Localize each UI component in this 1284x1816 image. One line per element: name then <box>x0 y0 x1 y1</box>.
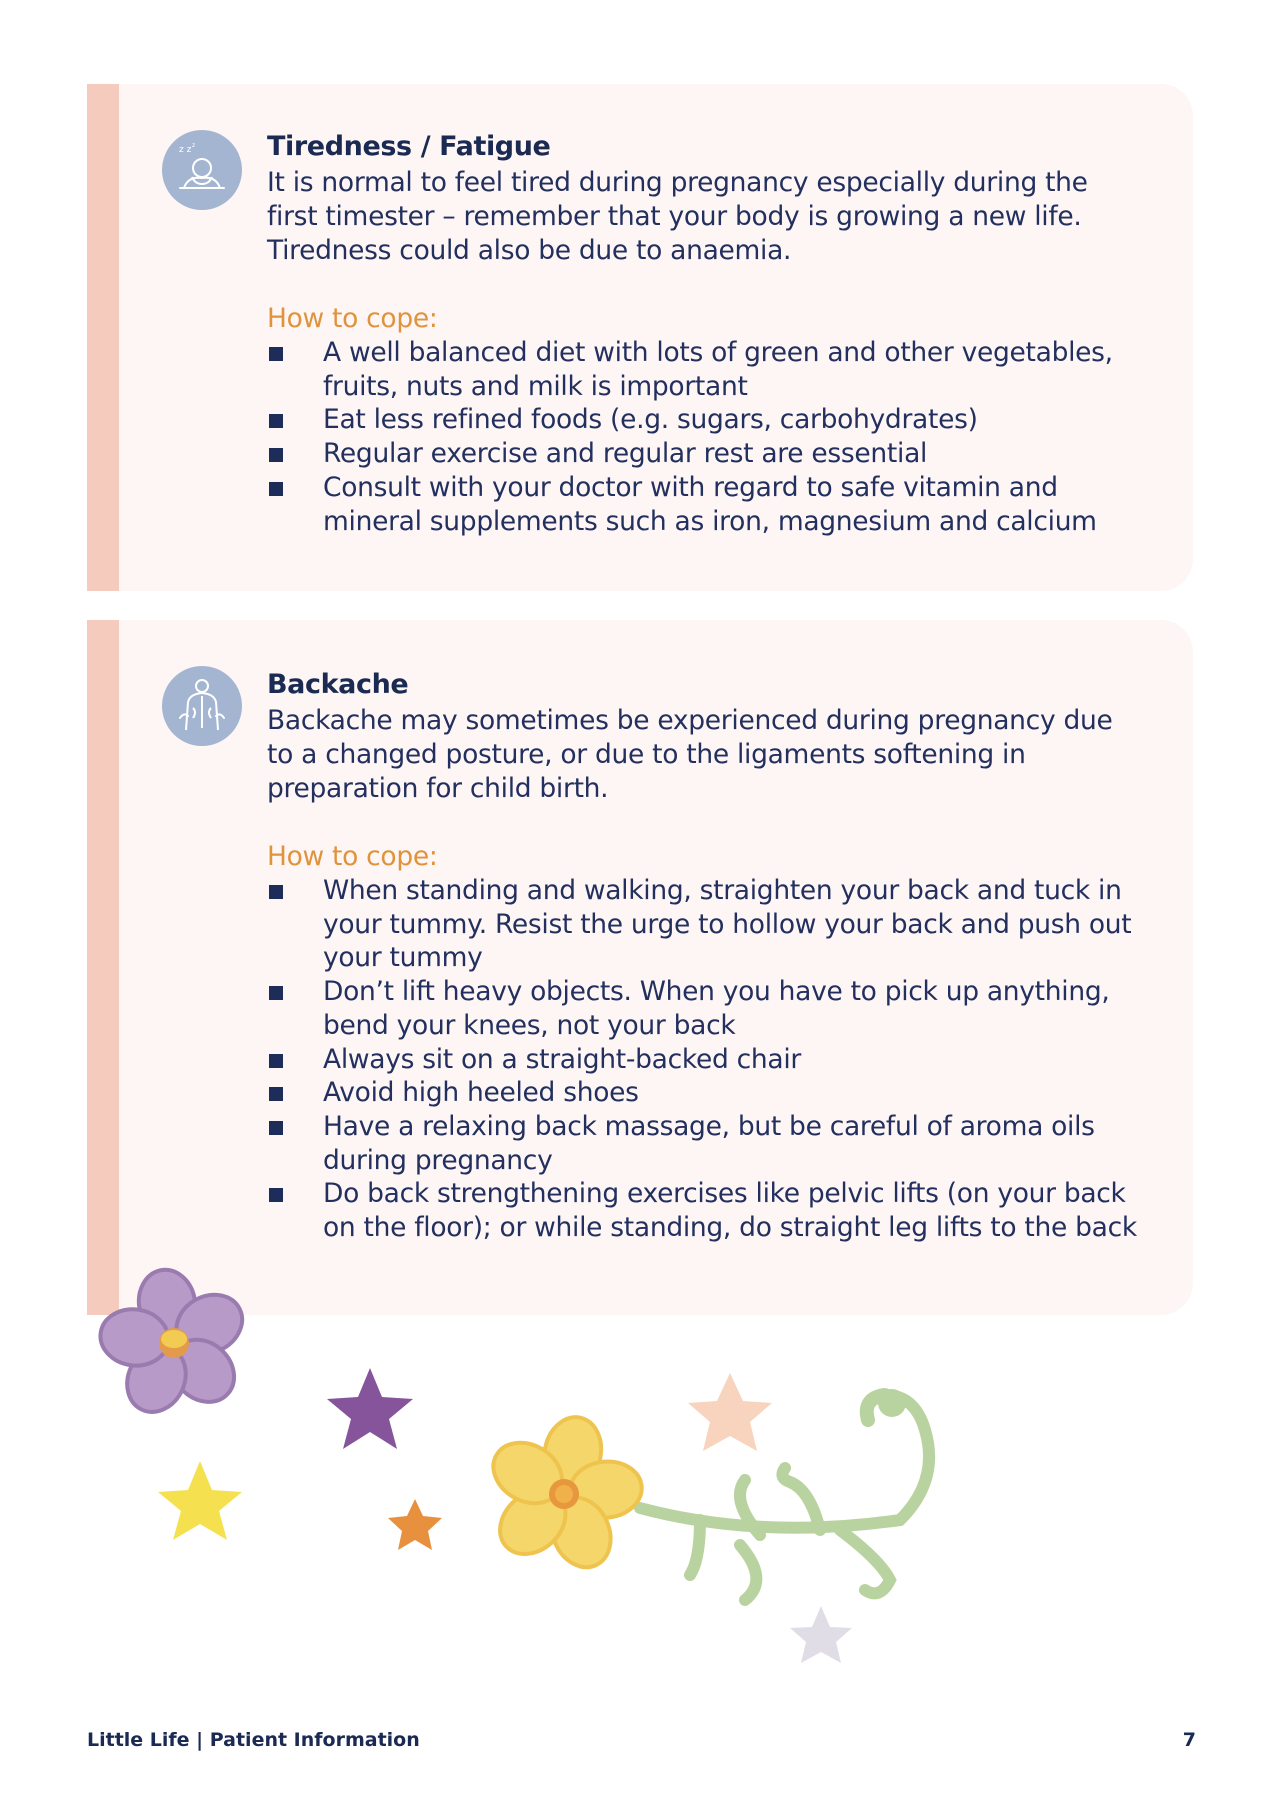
tip-text: Consult with your doctor with regard to safe vitamin and mineral supplements such as iron, magnesium and calcium <box>323 471 1097 537</box>
section-title: Backache <box>267 669 409 700</box>
how-to-cope-heading: How to cope: <box>267 303 438 334</box>
publication-footer: Little Life | Patient Information <box>87 1729 420 1751</box>
section-intro: Backache may sometimes be experienced during pregnancy due to a changed posture, or due to the ligaments softening in preparation for child birth. <box>267 705 1113 804</box>
tip-text: Don’t lift heavy objects. When you have to pick up anything, bend your knees, not your back <box>323 976 1110 1041</box>
yellow-flower-icon <box>482 1412 644 1577</box>
tip-text: Always sit on a straight-backed chair <box>323 1043 801 1075</box>
tip-text: Avoid high heeled shoes <box>323 1077 639 1109</box>
peach-star-icon <box>688 1373 772 1451</box>
purple-flower-icon <box>97 1265 253 1422</box>
tip-text: When standing and walking, straighten your back and tuck in your tummy. Resist the urge to hollow your back and push out your tummy <box>323 875 1132 974</box>
tip-text: Do back strengthening exercises like pelvic lifts (on your back on the floor); or while standing, do straight leg lifts to the back <box>323 1178 1137 1244</box>
vine-curl-icon <box>878 1389 906 1417</box>
section-title: Tiredness / Fatigue <box>267 131 551 162</box>
svg-text:z z: z z <box>179 145 192 155</box>
tip-text: A well balanced diet with lots of green and other vegetables, fruits, nuts and milk is important <box>323 337 1113 402</box>
how-to-cope-heading: How to cope: <box>267 841 438 872</box>
tip-text: Have a relaxing back massage, but be careful of aroma oils during pregnancy <box>323 1110 1095 1176</box>
tip-text: Eat less refined foods (e.g. sugars, carbohydrates) <box>323 404 978 436</box>
purple-star-icon <box>327 1368 413 1449</box>
orange-star-icon <box>388 1499 442 1550</box>
svg-text:z: z <box>192 142 196 149</box>
tip-text: Regular exercise and regular rest are essential <box>323 438 928 470</box>
section-intro: It is normal to feel tired during pregnancy especially during the first timester – remember that your body is growing a new life. Tiredness could also be due to anaemia. <box>267 167 1088 266</box>
vine-icon <box>640 1395 929 1600</box>
grey-star-icon <box>790 1606 852 1663</box>
page-number: 7 <box>1182 1729 1196 1751</box>
yellow-star-icon <box>158 1461 242 1540</box>
